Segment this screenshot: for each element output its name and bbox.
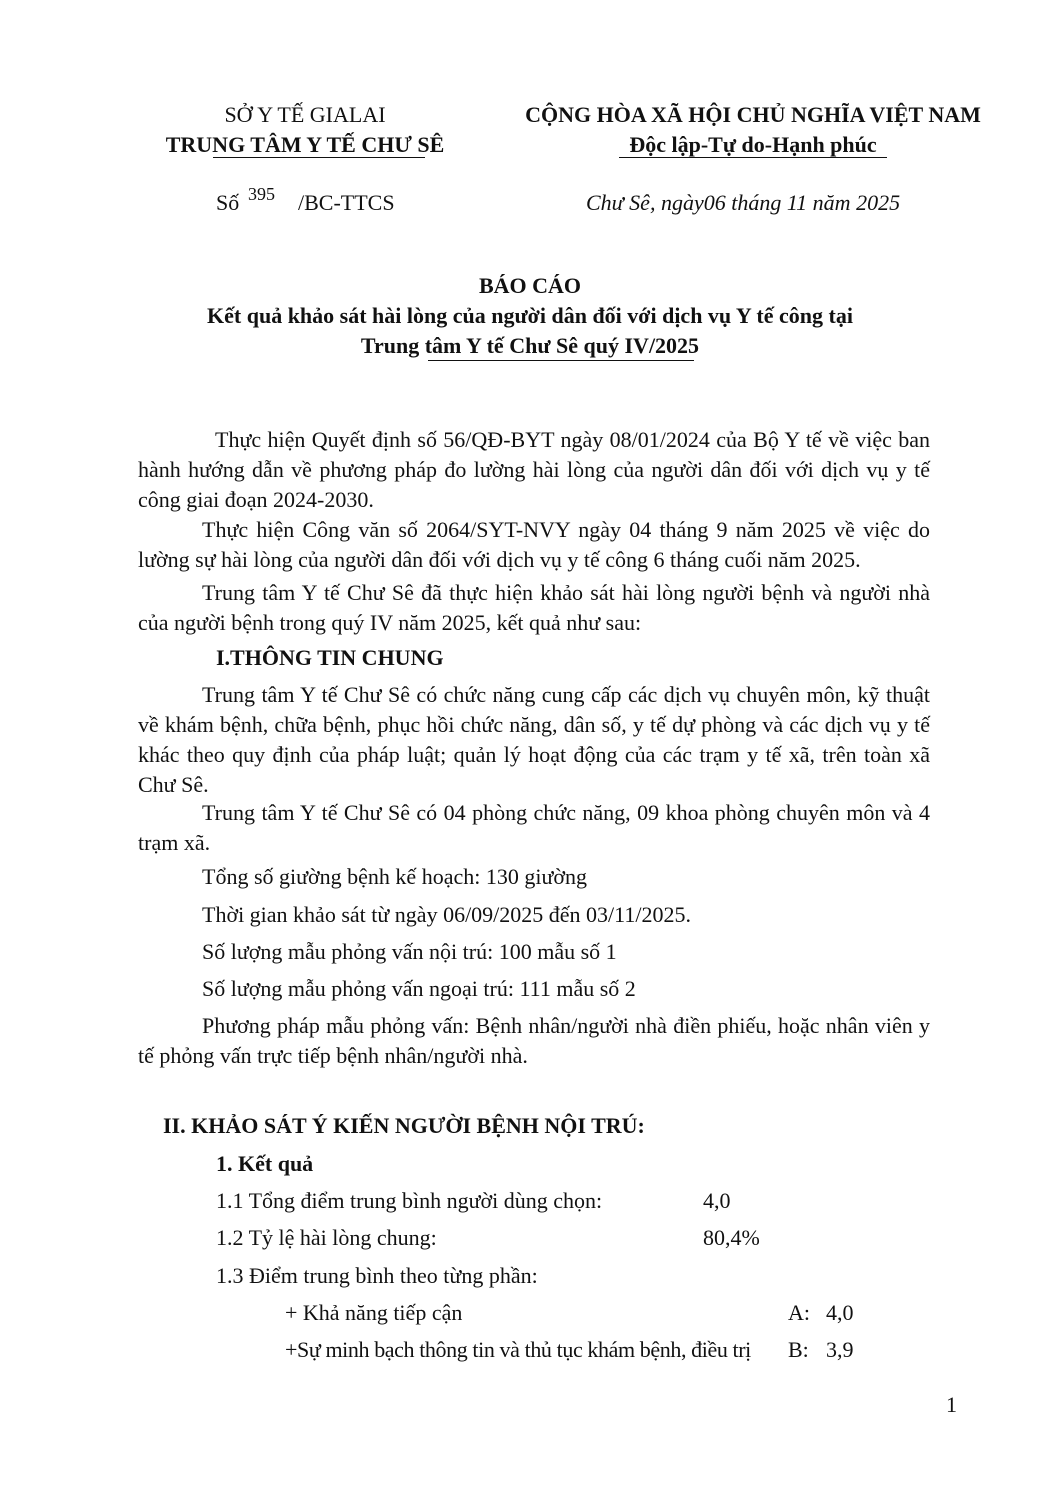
intro-paragraph-3: Trung tâm Y tế Chư Sê đã thực hiện khảo sát hài lòng người bệnh và người nhà của người bệnh trong quý IV năm 2025, kết quả như sau: [138,580,930,635]
section-2-subheading: 1. Kết quả [216,1151,314,1176]
motto-underline [619,157,887,158]
section-2-heading: II. KHẢO SÁT Ý KIẾN NGƯỜI BỆNH NỘI TRÚ: [163,1113,645,1138]
result-value: 80,4% [703,1225,760,1250]
doc-number-prefix: Số [216,190,240,215]
section-1-paragraph: Phương pháp mẫu phỏng vấn: Bệnh nhân/người nhà điền phiếu, hoặc nhân viên y tế phỏng vấn trực tiếp bệnh nhân/người nhà. [138,1013,930,1068]
part-code: B: [788,1337,809,1362]
section-1-line: Số lượng mẫu phỏng vấn ngoại trú: 111 mẫu số 2 [202,976,636,1001]
doc-number: 395 [248,184,275,204]
part-code: A: [788,1300,810,1325]
place-date: Chư Sê, ngày06 tháng 11 năm 2025 [586,190,901,215]
intro-paragraph-1: Thực hiện Quyết định số 56/QĐ-BYT ngày 08/01/2024 của Bộ Y tế về việc ban hành hướng dẫn về phương pháp đo lường hài lòng của người dân đối với dịch vụ y tế công giai đoạn 2024-2030. [138,427,930,512]
doc-number-suffix: /BC-TTCS [298,190,395,215]
result-label: 1.2 Tỷ lệ hài lòng chung: [216,1225,437,1250]
page-number: 1 [946,1392,957,1417]
parts-label: 1.3 Điểm trung bình theo từng phần: [216,1263,538,1288]
title-underline [428,360,694,361]
section-1-paragraph: Trung tâm Y tế Chư Sê có chức năng cung cấp các dịch vụ chuyên môn, kỹ thuật về khám bệnh, chữa bệnh, phục hồi chức năng, dân số, y tế dự phòng và các dịch vụ y tế khác theo quy định của pháp luật; quản lý hoạt động của các trạm y tế xã, trên toàn xã Chư Sê. [138,682,930,797]
part-label: + Khả năng tiếp cận [285,1300,463,1325]
org-underline [213,157,425,158]
section-1-line: Tổng số giường bệnh kế hoạch: 130 giường [202,864,588,889]
report-title: BÁO CÁO [478,273,582,298]
motto: Độc lập-Tự do-Hạnh phúc [629,132,877,157]
nation-title: CỘNG HÒA XÃ HỘI CHỦ NGHĨA VIỆT NAM [525,102,981,127]
part-value: 4,0 [826,1300,854,1325]
part-label: +Sự minh bạch thông tin và thủ tục khám bệnh, điều trị [285,1337,751,1362]
result-label: 1.1 Tổng điểm trung bình người dùng chọn: [216,1188,603,1213]
org-parent: SỞ Y TẾ GIALAI [224,102,386,127]
part-value: 3,9 [826,1337,854,1362]
report-subtitle-line1: Kết quả khảo sát hài lòng của người dân đối với dịch vụ Y tế công tại [207,303,853,328]
section-1-line: Thời gian khảo sát từ ngày 06/09/2025 đến 03/11/2025. [202,902,691,927]
section-1-line: Số lượng mẫu phỏng vấn nội trú: 100 mẫu số 1 [202,939,617,964]
section-1-heading: I.THÔNG TIN CHUNG [216,645,444,670]
section-1-paragraph: Trung tâm Y tế Chư Sê có 04 phòng chức năng, 09 khoa phòng chuyên môn và 4 trạm xã. [138,800,930,855]
org-name: TRUNG TÂM Y TẾ CHƯ SÊ [165,132,445,157]
report-subtitle-line2: Trung tâm Y tế Chư Sê quý IV/2025 [360,333,700,358]
intro-paragraph-2: Thực hiện Công văn số 2064/SYT-NVY ngày 04 tháng 9 năm 2025 về việc do lường sự hài lòng của người dân đối với dịch vụ y tế công 6 tháng cuối năm 2025. [138,517,930,572]
result-value: 4,0 [703,1188,731,1213]
